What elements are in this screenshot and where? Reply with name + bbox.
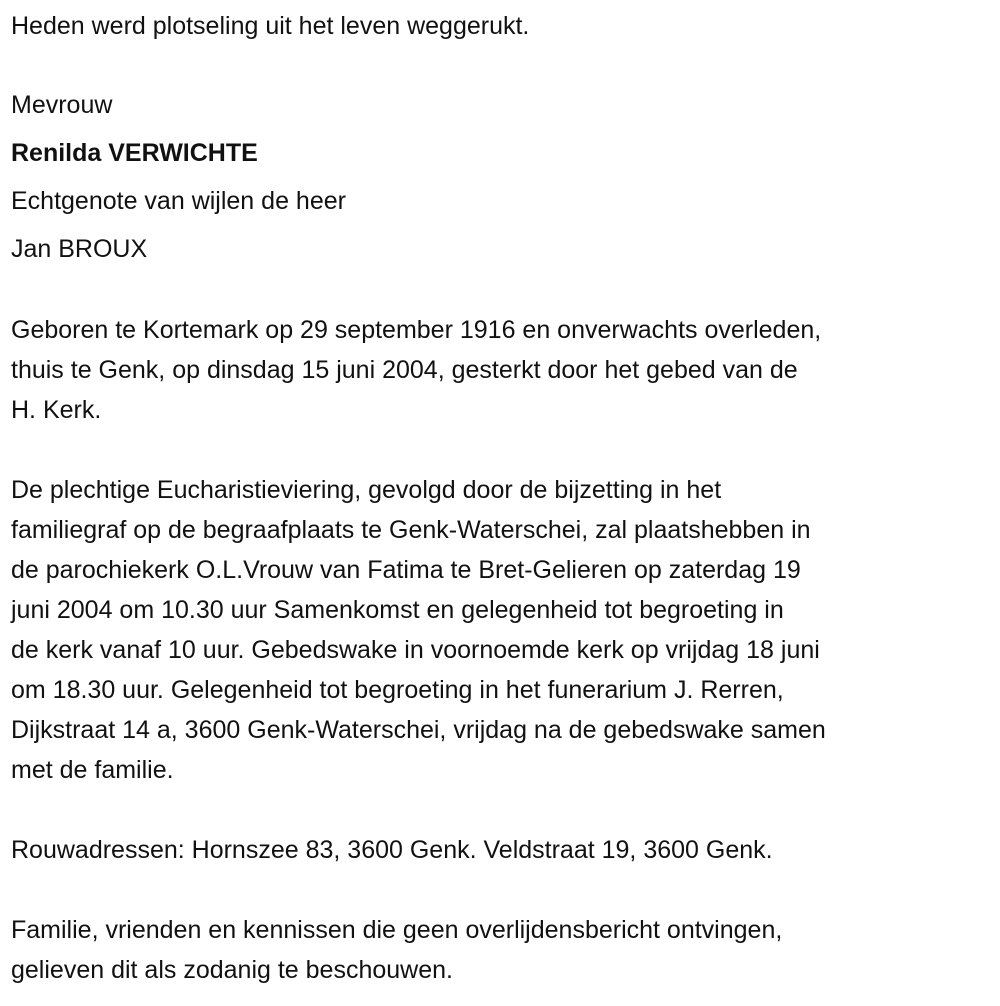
text-line: De plechtige Eucharistieviering, gevolgd door de bijzetting in het	[11, 476, 722, 504]
text-line: Geboren te Kortemark op 29 september 1916 en onverwachts overleden,	[11, 316, 822, 344]
birth-paragraph	[11, 310, 821, 430]
text-line: Familie, vrienden en kennissen die geen overlijdensbericht ontvingen,	[11, 916, 783, 944]
text-line: juni 2004 om 10.30 uur Samenkomst en gelegenheid tot begroeting in	[11, 596, 784, 624]
text-line: H. Kerk.	[11, 396, 102, 424]
text-line: de kerk vanaf 10 uur. Gebedswake in voornoemde kerk op vrijdag 18 juni	[11, 636, 820, 664]
closing-paragraph	[11, 910, 782, 990]
mourning-addresses: Rouwadressen: Hornszee 83, 3600 Genk. Veldstraat 19, 3600 Genk.	[11, 836, 773, 864]
service-paragraph	[11, 470, 826, 790]
text-line: om 18.30 uur. Gelegenheid tot begroeting in het funerarium J. Rerren,	[11, 676, 784, 704]
honorific: Mevrouw	[11, 91, 113, 119]
text-line: gelieven dit als zodanig te beschouwen.	[11, 956, 453, 984]
deceased-name: Renilda VERWICHTE	[11, 139, 258, 167]
text-line: de parochiekerk O.L.Vrouw van Fatima te Bret-Gelieren op zaterdag 19	[11, 556, 801, 584]
relation-line: Echtgenote van wijlen de heer	[11, 187, 346, 215]
spouse-name: Jan BROUX	[11, 235, 148, 263]
intro-line: Heden werd plotseling uit het leven weggerukt.	[11, 12, 530, 40]
text-line: familiegraf op de begraafplaats te Genk-Waterschei, zal plaatshebben in	[11, 516, 811, 544]
text-line: met de familie.	[11, 756, 174, 784]
text-line: Dijkstraat 14 a, 3600 Genk-Waterschei, vrijdag na de gebedswake samen	[11, 716, 826, 744]
text-line: thuis te Genk, op dinsdag 15 juni 2004, gesterkt door het gebed van de	[11, 356, 798, 384]
